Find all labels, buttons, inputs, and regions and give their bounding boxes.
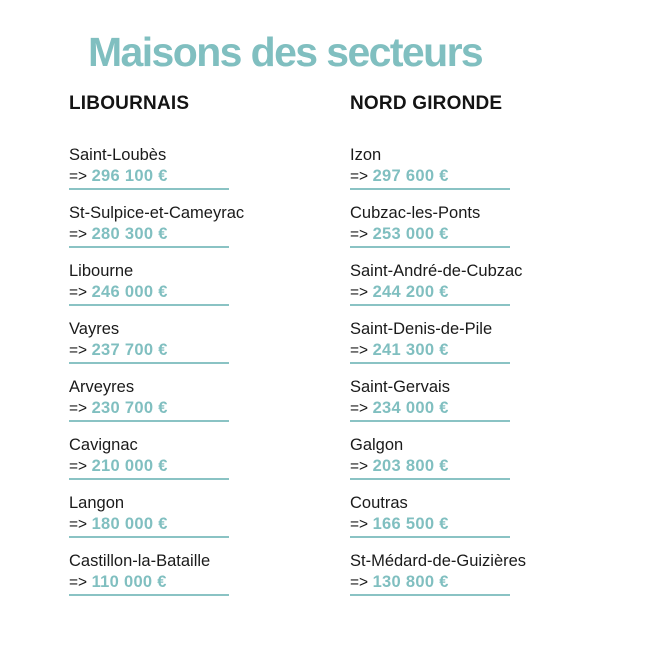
list-item [350, 261, 560, 319]
commune-name: Castillon-la-Bataille [69, 552, 211, 570]
price-line [69, 397, 309, 420]
arrow-marker: => [350, 574, 369, 591]
arrow-marker: => [69, 284, 88, 301]
price-line [69, 165, 309, 188]
price-line [350, 165, 560, 188]
house-price: 246 000 € [91, 283, 168, 301]
divider [350, 304, 510, 306]
price-line [69, 455, 309, 478]
price-line [350, 339, 560, 362]
commune-name: Arveyres [69, 378, 135, 396]
divider [350, 246, 510, 248]
price-line [350, 397, 560, 420]
house-price: 297 600 € [372, 167, 449, 185]
house-price: 234 000 € [372, 399, 449, 417]
house-price: 244 200 € [372, 283, 449, 301]
house-price: 110 000 € [91, 573, 167, 591]
arrow-marker: => [350, 342, 369, 359]
divider [69, 188, 229, 190]
commune-name: Saint-André-de-Cubzac [350, 262, 523, 280]
divider [350, 594, 510, 596]
price-line [69, 223, 309, 246]
commune-name: Cubzac-les-Ponts [350, 204, 481, 222]
commune-name: Saint-Gervais [350, 378, 450, 396]
entry-list [69, 145, 309, 609]
commune-name: Coutras [350, 494, 408, 512]
list-item [69, 493, 309, 551]
house-price: 253 000 € [372, 225, 449, 243]
arrow-marker: => [350, 168, 369, 185]
arrow-marker: => [69, 168, 88, 185]
price-line [350, 513, 560, 536]
list-item [69, 145, 309, 203]
house-price: 241 300 € [372, 341, 449, 359]
house-price: 237 700 € [91, 341, 168, 359]
list-item [350, 551, 560, 609]
divider [69, 536, 229, 538]
entry-list [350, 145, 560, 609]
commune-name: Izon [350, 146, 382, 164]
commune-name: St-Sulpice-et-Cameyrac [69, 204, 245, 222]
price-line [350, 571, 560, 594]
commune-name: Langon [69, 494, 125, 512]
divider [69, 420, 229, 422]
price-line [350, 455, 560, 478]
arrow-marker: => [69, 458, 88, 475]
arrow-marker: => [69, 226, 88, 243]
page-title: Maisons des secteurs [88, 29, 483, 75]
list-item [350, 493, 560, 551]
arrow-marker: => [350, 400, 369, 417]
column-libournais [69, 93, 309, 609]
divider [69, 478, 229, 480]
list-item [69, 551, 309, 609]
house-price: 280 300 € [91, 225, 168, 243]
arrow-marker: => [350, 458, 369, 475]
arrow-marker: => [350, 226, 369, 243]
list-item [69, 435, 309, 493]
price-line [350, 223, 560, 246]
arrow-marker: => [69, 400, 88, 417]
list-item [350, 319, 560, 377]
list-item [69, 203, 309, 261]
price-line [69, 339, 309, 362]
house-price: 166 500 € [372, 515, 449, 533]
column-heading: LIBOURNAIS [69, 93, 190, 114]
list-item [69, 261, 309, 319]
column-heading: NORD GIRONDE [350, 93, 503, 114]
price-line [69, 571, 309, 594]
house-price: 130 800 € [372, 573, 449, 591]
column-nord-gironde [350, 93, 560, 609]
commune-name: Libourne [69, 262, 134, 280]
commune-name: Saint-Loubès [69, 146, 167, 164]
list-item [350, 435, 560, 493]
house-price: 230 700 € [91, 399, 168, 417]
price-line [350, 281, 560, 304]
list-item [69, 377, 309, 435]
house-price: 203 800 € [372, 457, 449, 475]
house-price: 210 000 € [91, 457, 168, 475]
arrow-marker: => [350, 516, 369, 533]
divider [350, 420, 510, 422]
price-line [69, 513, 309, 536]
list-item [350, 377, 560, 435]
arrow-marker: => [69, 516, 88, 533]
divider [350, 478, 510, 480]
divider [69, 362, 229, 364]
commune-name: Vayres [69, 320, 120, 338]
commune-name: St-Médard-de-Guizières [350, 552, 527, 570]
commune-name: Saint-Denis-de-Pile [350, 320, 493, 338]
divider [350, 188, 510, 190]
list-item [350, 145, 560, 203]
house-price: 180 000 € [91, 515, 168, 533]
divider [69, 246, 229, 248]
arrow-marker: => [69, 574, 88, 591]
divider [350, 362, 510, 364]
divider [69, 304, 229, 306]
divider [69, 594, 229, 596]
list-item [350, 203, 560, 261]
list-item [69, 319, 309, 377]
commune-name: Galgon [350, 436, 404, 454]
divider [350, 536, 510, 538]
price-line [69, 281, 309, 304]
arrow-marker: => [350, 284, 369, 301]
commune-name: Cavignac [69, 436, 138, 454]
arrow-marker: => [69, 342, 88, 359]
house-price: 296 100 € [91, 167, 168, 185]
